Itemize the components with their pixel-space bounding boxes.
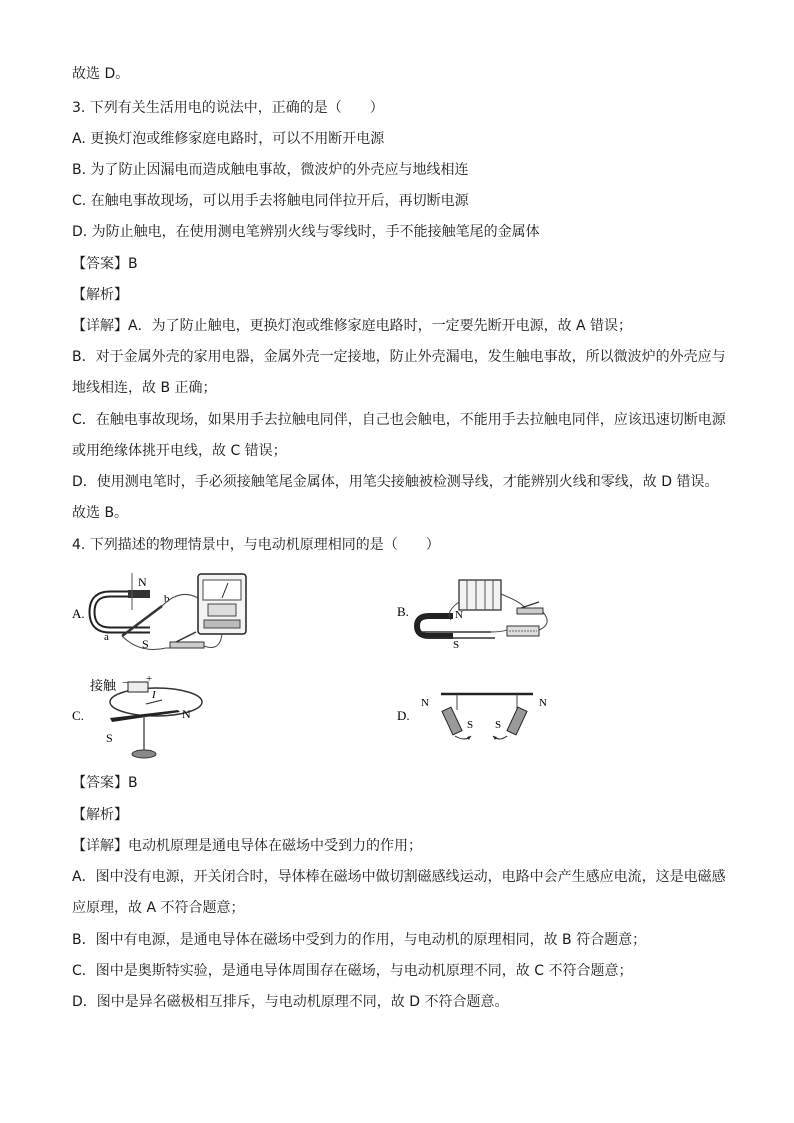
figure-b-s-label: S (453, 639, 460, 651)
switch (170, 642, 204, 648)
figure-c-minus-label: − (122, 677, 129, 689)
left-magnet (442, 707, 462, 735)
figure-a-s-label: S (142, 637, 149, 651)
question-3-detail-d: D．使用测电笔时，手必须接触笔尾金属体，用笔尖接触被检测导线，才能辨别火线和零线，故 D 错误。 (72, 474, 719, 490)
figure-a-a-label: a (104, 631, 109, 643)
figure-d-left-s-label: S (467, 719, 474, 731)
figure-d-right-s-label: S (495, 719, 502, 731)
question-3-stem: 3. 下列有关生活用电的说法中，正确的是（ ） (72, 100, 384, 116)
figure-c-plus-label: + (146, 673, 153, 685)
figure-c-contact-label: 接触 (90, 678, 117, 693)
question-3-detail-a: 【详解】A．为了防止触电，更换灯泡或维修家庭电路时，一定要先断开电源，故 A 错误； (72, 318, 633, 334)
switch (517, 608, 543, 614)
magnet-n-pole (128, 590, 150, 598)
figure-a (70, 568, 260, 660)
figure-d-label: D. (397, 708, 410, 723)
figure-c-s-label: S (106, 731, 113, 745)
question-3-detail-b-2: 地线相连，故 B 正确； (72, 380, 217, 396)
figure-a-n-label: N (138, 575, 147, 589)
figure-d-left-n-label: N (421, 697, 429, 709)
question-3-detail-b-1: B．对于金属外壳的家用电器，金属外壳一定接地，防止外壳漏电，发生触电事故，所以微波炉的外壳应与 (72, 349, 726, 365)
figure-d-right-n-label: N (539, 697, 547, 709)
figure-b (395, 572, 575, 652)
figure-b-n-label: N (455, 609, 463, 621)
question-4-analysis-heading: 【解析】 (72, 807, 128, 823)
question-4-stem: 4. 下列描述的物理情景中，与电动机原理相同的是（ ） (72, 537, 440, 553)
question-4-detail-a-2: 应原理，故 A 不符合题意； (72, 900, 245, 916)
question-4-answer: 【答案】B (72, 775, 138, 791)
figure-c (70, 672, 230, 764)
question-4-detail-principle: 【详解】电动机原理是通电导体在磁场中受到力的作用； (72, 838, 422, 854)
figure-c-current-label: I (152, 689, 156, 701)
battery (128, 682, 148, 692)
battery-box (459, 580, 501, 610)
question-3-option-c: C. 在触电事故现场，可以用手去将触电同伴拉开后，再切断电源 (72, 193, 469, 209)
question-3-option-b: B. 为了防止因漏电而造成触电事故，微波炉的外壳应与地线相连 (72, 162, 469, 178)
question-3-answer: 【答案】B (72, 256, 138, 272)
right-magnet (507, 707, 527, 735)
question-3-detail-c-1: C．在触电事故现场，如果用手去拉触电同伴，自己也会触电，不能用手去拉触电同伴，应该迅速切断电源 (72, 412, 726, 428)
question-3-analysis-heading: 【解析】 (72, 287, 128, 303)
figure-c-label: C. (72, 708, 84, 723)
question-4-detail-a-1: A．图中没有电源，开关闭合时，导体棒在磁场中做切割磁感线运动，电路中会产生感应电流，这是电磁感 (72, 869, 726, 885)
figure-b-label: B. (397, 604, 409, 619)
figure-a-label: A. (72, 606, 85, 621)
figure-a-b-label: b (164, 593, 170, 605)
question-4-detail-b: B．图中有电源，是通电导体在磁场中受到力的作用，与电动机的原理相同，故 B 符合题意； (72, 932, 647, 948)
question-3-selection: 故选 B。 (72, 505, 129, 521)
question-4-detail-d: D．图中是异名磁极相互排斥，与电动机原理不同，故 D 不符合题意。 (72, 994, 509, 1010)
question-3-option-a: A. 更换灯泡或维修家庭电路时，可以不用断开电源 (72, 131, 385, 147)
question-3-detail-c-2: 或用绝缘体挑开电线，故 C 错误； (72, 443, 287, 459)
figure-c-n-label: N (182, 707, 191, 721)
figure-d (395, 688, 565, 744)
text-line: 故选 D。 (72, 66, 130, 82)
question-4-detail-c: C．图中是奥斯特实验，是通电导体周围存在磁场，与电动机原理不同，故 C 不符合题意； (72, 963, 633, 979)
question-3-option-d: D. 为防止触电，在使用测电笔辨别火线与零线时，手不能接触笔尾的金属体 (72, 224, 540, 240)
